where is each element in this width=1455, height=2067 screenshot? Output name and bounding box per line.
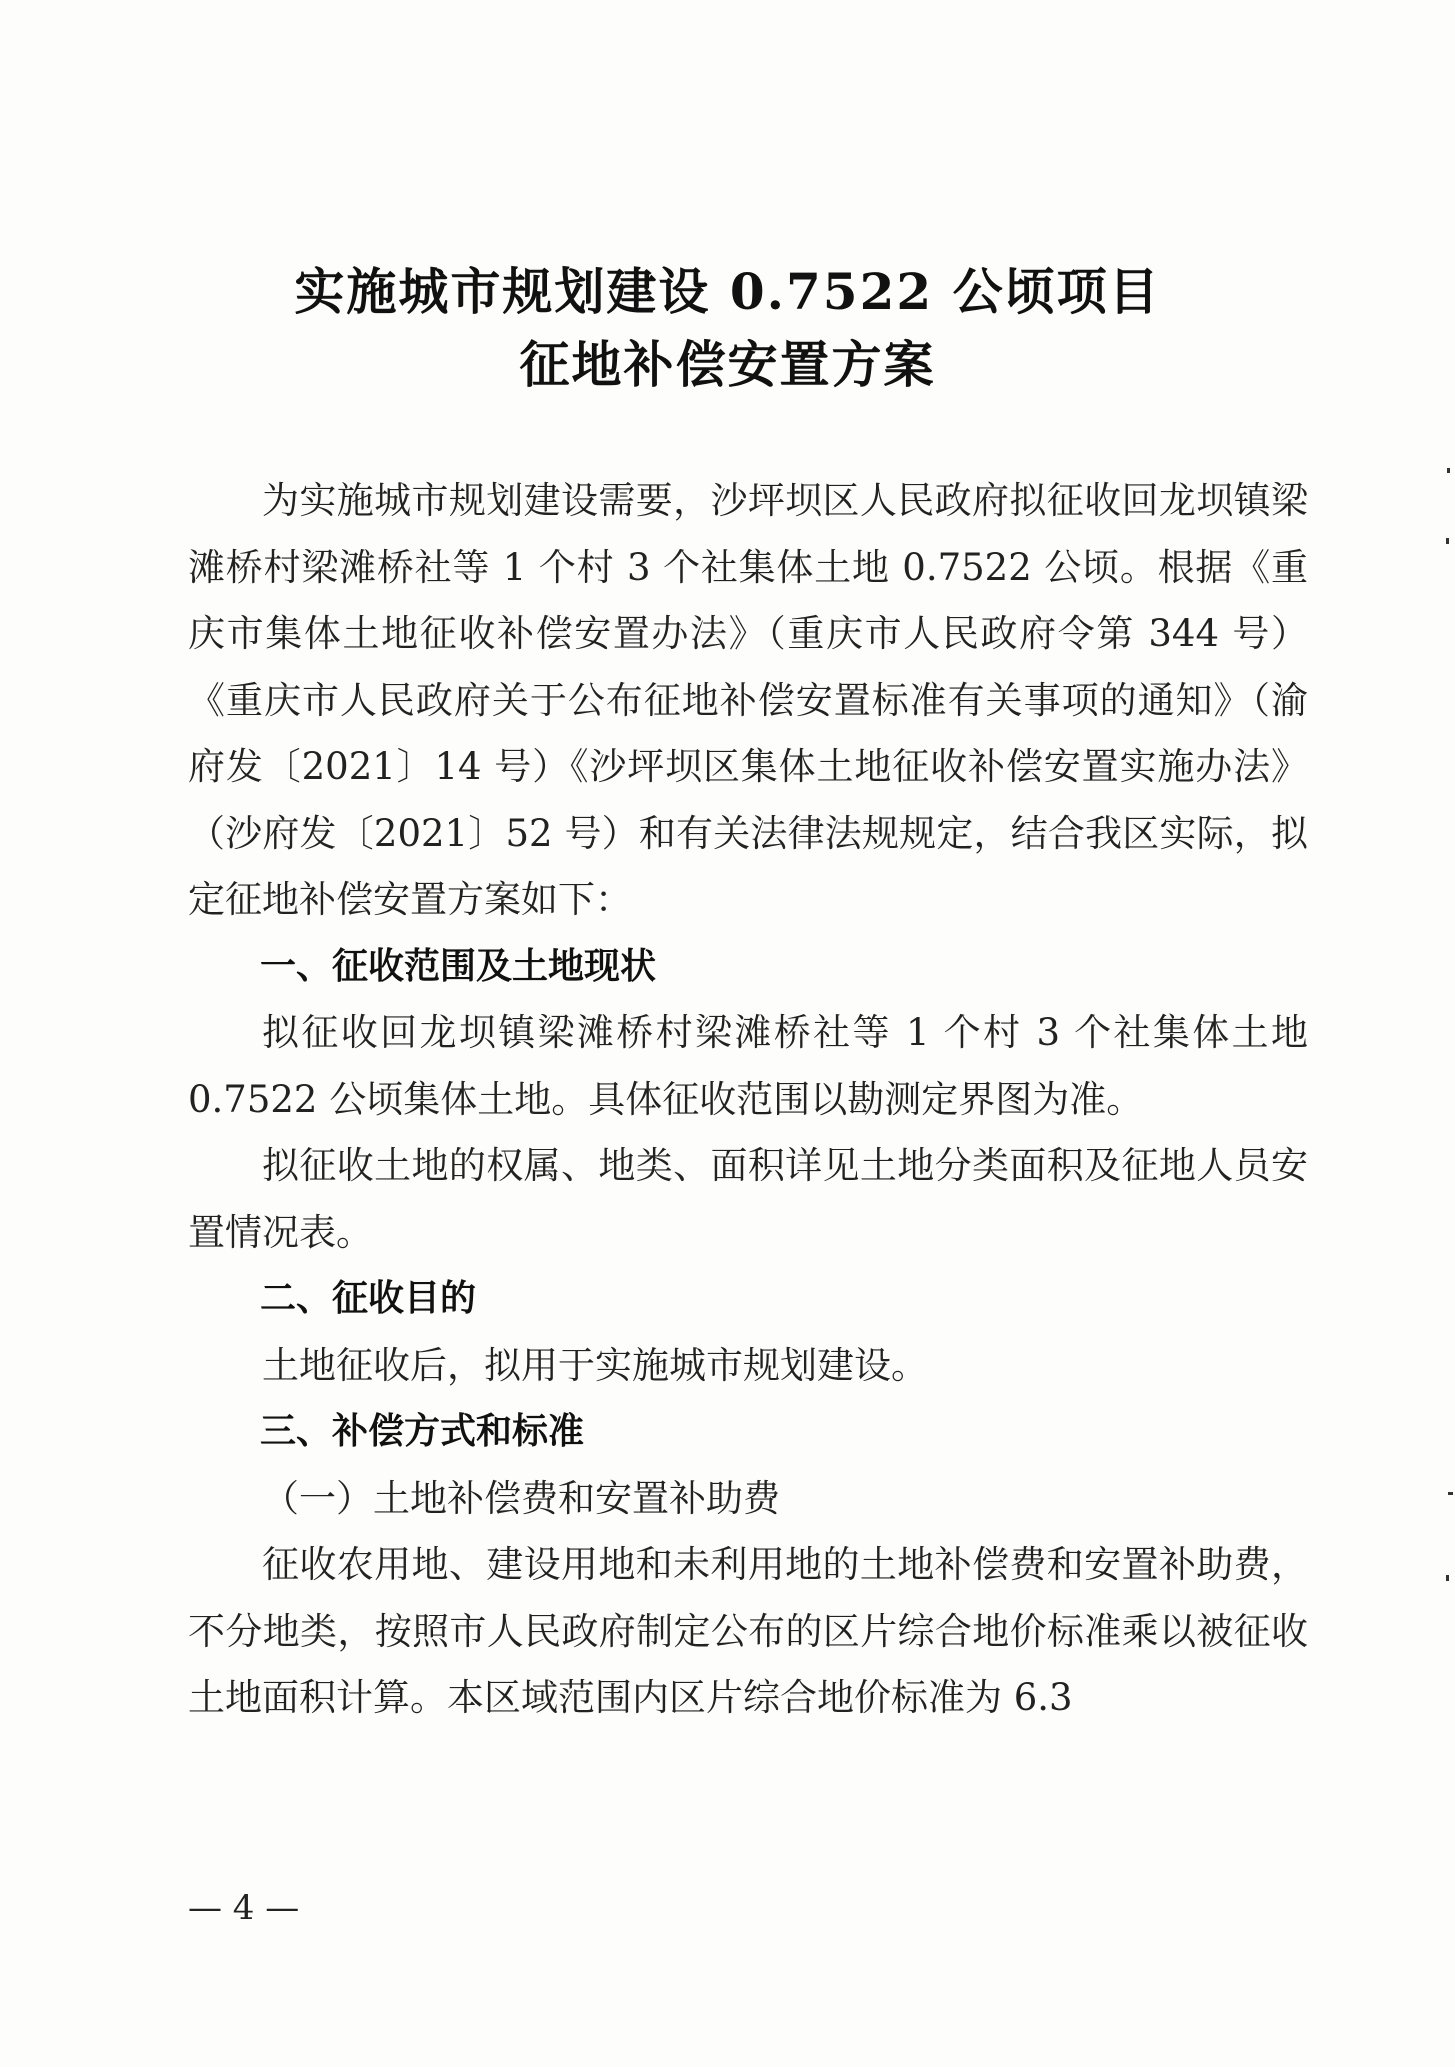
scan-artifact [1446,1575,1449,1581]
intro-paragraph: 为实施城市规划建设需要，沙坪坝区人民政府拟征收回龙坝镇梁滩桥村梁滩桥社等 1 个村 3 个社集体土地 0.7522 公顷。根据《重庆市集体土地征收补偿安置办法》（重庆市人民政府令第 344 号）《重庆市人民政府关于公布征地补偿安置标准有关事项的通知》（渝府发〔2021〕14 号）《沙坪坝区集体土地征收补偿安置实施办法》（沙府发〔2021〕52 号）和有关法律法规规定，结合我区实际，拟定征地补偿安置方案如下： [188,479,1308,921]
section-1-paragraph-1: 拟征收回龙坝镇梁滩桥村梁滩桥社等 1 个村 3 个社集体土地 0.7522 公顷集体土地。具体征收范围以勘测定界图为准。 [188,1011,1308,1121]
section-1-heading: 一、征收范围及土地现状 [260,945,657,987]
scan-artifact [1448,1492,1453,1495]
section-3-heading: 三、补偿方式和标准 [260,1411,585,1452]
page-number: — 4 — [188,1888,300,1928]
section-2-paragraph-1: 土地征收后，拟用于实施城市规划建设。 [262,1343,928,1387]
document-title-line-2: 征地补偿安置方案 [519,335,936,394]
scan-artifact [1447,468,1450,473]
section-2-heading: 二、征收目的 [260,1278,477,1319]
document-title-line-1: 实施城市规划建设 0.7522 公顷项目 [294,262,1161,321]
section-1-paragraph-2: 拟征收土地的权属、地类、面积详见土地分类面积及征地人员安置情况表。 [188,1144,1308,1254]
section-3-subheading-1: （一）土地补偿费和安置补助费 [262,1476,780,1520]
document-body [188,468,1308,1732]
scan-artifact [1446,538,1449,544]
section-3-paragraph-1: 征收农用地、建设用地和未利用地的土地补偿费和安置补助费，不分地类，按照市人民政府制定公布的区片综合地价标准乘以被征收土地面积计算。本区域范围内区片综合地价标准为 6.3 [188,1543,1308,1719]
